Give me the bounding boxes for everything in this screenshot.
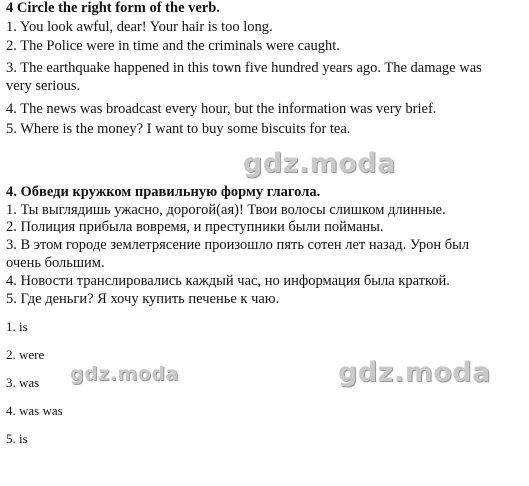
- russian-item-5: 5. Где деньги? Я хочу купить печенье к чаю.: [6, 291, 280, 307]
- english-item-3: 3. The earthquake happened in this town five hundred years ago. The damage was: [6, 60, 482, 76]
- watermark-logo: gdz.moda: [70, 363, 179, 385]
- english-heading: 4 Circle the right form of the verb.: [6, 0, 220, 16]
- english-item-5: 5. Where is the money? I want to buy some biscuits for tea.: [6, 121, 351, 137]
- english-item-1: 1. You look awful, dear! Your hair is too long.: [6, 19, 273, 35]
- english-item-3-cont: very serious.: [6, 78, 81, 94]
- watermark-logo: gdz.moda: [338, 357, 491, 388]
- russian-item-1: 1. Ты выглядишь ужасно, дорогой(ая)! Твои волосы слишком длинные.: [6, 202, 446, 218]
- russian-item-3: 3. В этом городе землетрясение произошло пять сотен лет назад. Урон был: [6, 237, 470, 253]
- english-item-2: 2. The Police were in time and the criminals were caught.: [6, 38, 340, 54]
- russian-item-3-cont: очень большим.: [6, 255, 105, 271]
- russian-item-4: 4. Новости транслировались каждый час, но информация была краткой.: [6, 273, 450, 289]
- answer-4: 4. was was: [6, 403, 63, 418]
- russian-heading: 4. Обведи кружком правильную форму глагола.: [6, 184, 321, 200]
- answer-3: 3. was: [6, 375, 40, 390]
- watermark-logo: gdz.moda: [243, 148, 396, 179]
- russian-item-2: 2. Полиция прибыла вовремя, и преступники были пойманы.: [6, 219, 384, 235]
- english-item-4: 4. The news was broadcast every hour, but the information was very brief.: [6, 101, 437, 117]
- answer-5: 5. is: [6, 431, 28, 446]
- answer-2: 2. were: [6, 347, 45, 362]
- answer-1: 1. is: [6, 319, 28, 334]
